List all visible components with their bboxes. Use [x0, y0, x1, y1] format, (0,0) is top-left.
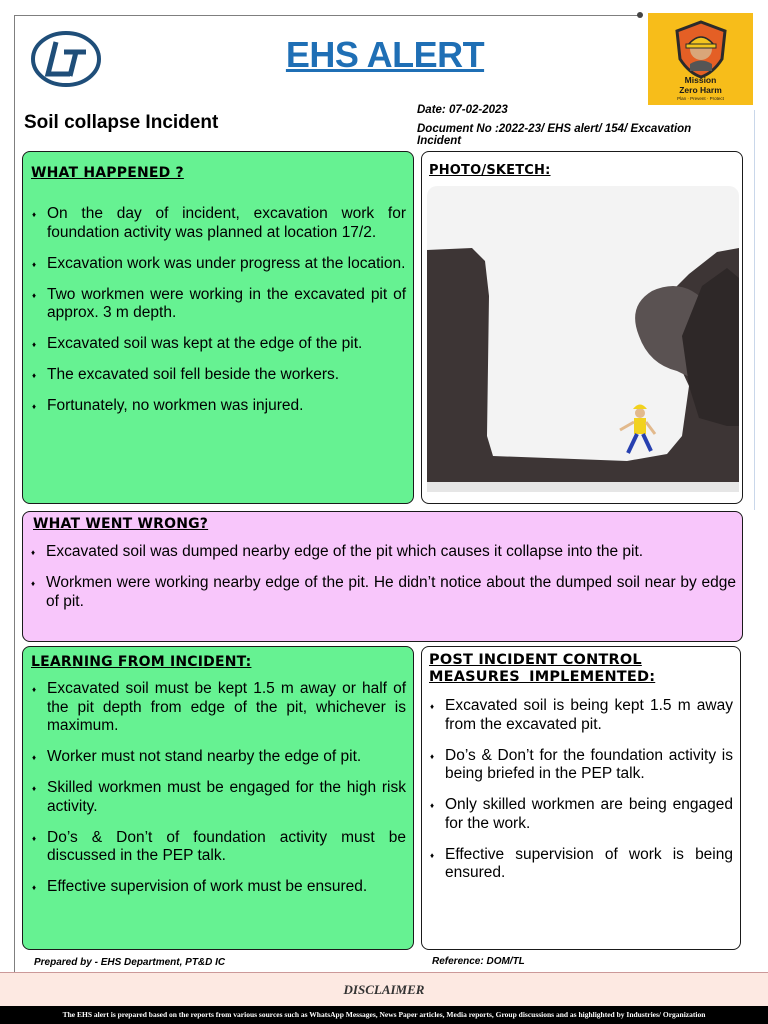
list-item: ♦ Excavated soil was dumped nearby edge of the pit which causes it collapse into the pit.: [23, 543, 736, 562]
list-item: ♦ Effective supervision of work must be ensured.: [24, 878, 406, 897]
what-went-wrong-heading: WHAT WENT WRONG?: [33, 516, 209, 532]
left-frame-line: [14, 15, 15, 973]
learning-list: [24, 680, 406, 909]
helmet-shield-icon: [673, 19, 729, 79]
what-happened-panel: [22, 151, 414, 504]
what-happened-heading: WHAT HAPPENED ?: [31, 165, 184, 181]
learning-panel: [22, 646, 414, 950]
post-incident-list: [422, 697, 733, 895]
list-item: ♦ Workmen were working nearby edge of the pit. He didn’t notice about the dumped soil near by edge of pit.: [23, 574, 736, 611]
right-frame-line: [754, 110, 755, 510]
badge-line1: Mission: [684, 75, 717, 85]
list-item: ♦ The excavated soil fell beside the workers.: [24, 366, 406, 385]
disclaimer-title: DISCLAIMER: [343, 982, 425, 997]
incident-title: Soil collapse Incident: [24, 112, 219, 133]
list-item: ♦ Excavated soil must be kept 1.5 m away or half of the pit depth from edge of the pit, whichever is maximum.: [24, 680, 406, 736]
post-incident-heading-line2: MEASURES IMPLEMENTED:: [429, 669, 656, 685]
incident-date: Date: 07-02-2023: [417, 104, 508, 116]
list-item: ♦ Only skilled workmen are being engaged for the work.: [422, 796, 733, 833]
list-item: ♦ Do’s & Don’t of foundation activity must be discussed in the PEP talk.: [24, 829, 406, 866]
list-item: ♦ Skilled workmen must be engaged for the high risk activity.: [24, 779, 406, 816]
badge-line2: Zero Harm: [679, 85, 722, 95]
what-happened-list: [24, 205, 406, 428]
list-item: ♦ Excavation work was under progress at the location.: [24, 255, 406, 274]
excavation-sketch: [427, 186, 739, 492]
top-frame-line: [14, 15, 640, 16]
post-incident-heading-line1: POST INCIDENT CONTROL: [429, 652, 642, 668]
frame-dot: [637, 12, 643, 18]
badge-tagline: Plan · Prevent · Protect: [677, 96, 724, 101]
list-item: ♦ Fortunately, no workmen was injured.: [24, 397, 406, 416]
company-logo: [30, 30, 102, 88]
post-incident-panel: [421, 646, 741, 950]
prepared-by: Prepared by - EHS Department, PT&D IC: [34, 957, 226, 968]
what-went-wrong-panel: [22, 511, 743, 642]
disclaimer-text: The EHS alert is prepared based on the reports from various sources such as WhatsApp Messages, News Paper articles, Media reports, Group discussions and as highlighted by Industries/ Organization: [0, 1006, 768, 1024]
mission-zero-harm-badge: [648, 13, 753, 105]
list-item: ♦ Two workmen were working in the excavated pit of approx. 3 m depth.: [24, 286, 406, 323]
photo-panel: [421, 151, 743, 504]
learning-heading: LEARNING FROM INCIDENT:: [31, 654, 252, 670]
list-item: ♦ Worker must not stand nearby the edge of pit.: [24, 748, 406, 767]
document-number: Document No :2022-23/ EHS alert/ 154/ Excavation Incident: [417, 123, 692, 147]
what-went-wrong-list: [23, 543, 736, 624]
list-item: ♦ Do’s & Don’t for the foundation activity is being briefed in the PEP talk.: [422, 747, 733, 784]
photo-heading: PHOTO/SKETCH:: [429, 163, 551, 178]
list-item: ♦ Effective supervision of work is being ensured.: [422, 846, 733, 883]
list-item: ♦ Excavated soil was kept at the edge of the pit.: [24, 335, 406, 354]
list-item: ♦ On the day of incident, excavation work for foundation activity was planned at location 17/2.: [24, 205, 406, 242]
list-item: ♦ Excavated soil is being kept 1.5 m away from the excavated pit.: [422, 697, 733, 734]
reference: Reference: DOM/TL: [432, 956, 525, 967]
page-title: EHS ALERT: [285, 34, 485, 75]
